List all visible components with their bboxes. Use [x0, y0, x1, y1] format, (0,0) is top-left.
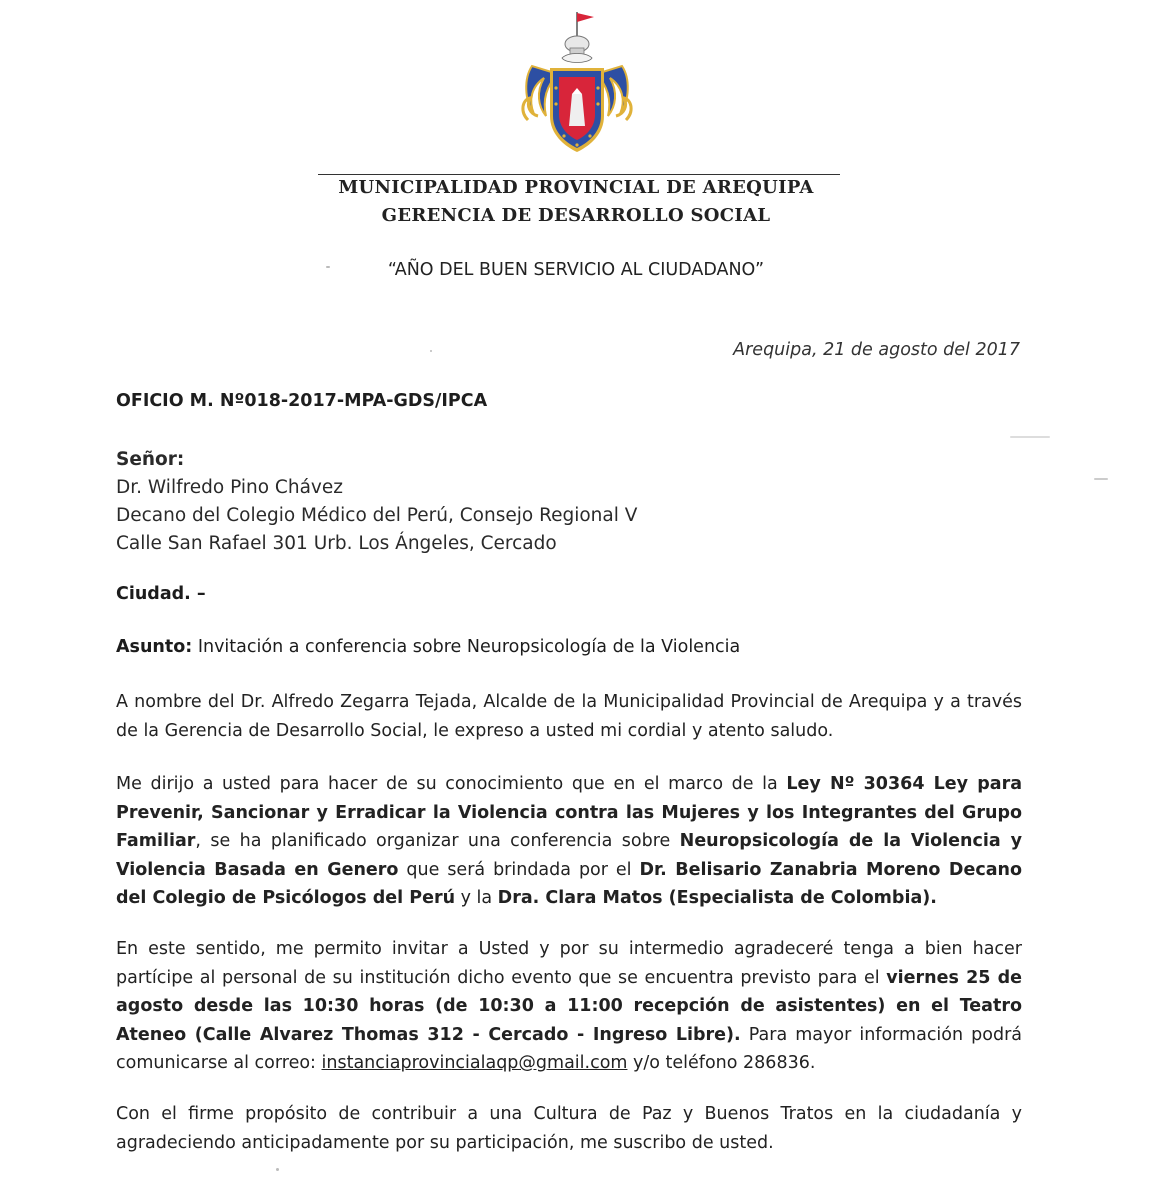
- paragraph-text: que será brindada por el: [398, 859, 640, 880]
- organization-name: MUNICIPALIDAD PROVINCIAL DE AREQUIPA: [338, 177, 814, 198]
- letter-date: Arequipa, 21 de agosto del 2017: [733, 340, 1020, 360]
- recipient-block: [116, 446, 637, 558]
- scan-speck: [326, 266, 330, 268]
- law-reference: Ley Nº 30364 Ley para Prevenir, Sancionar y Erradicar la Violencia contra las Mujeres y los Integrantes del Grupo Familiar: [116, 774, 1023, 851]
- city-line: Ciudad. –: [116, 584, 206, 604]
- year-motto: “AÑO DEL BUEN SERVICIO AL CIUDADANO”: [387, 260, 765, 280]
- subject-line: [116, 637, 740, 657]
- paragraph-text: Me dirijo a usted para hacer de su conocimiento que en el marco de la: [116, 774, 787, 794]
- body-paragraph-conference: [116, 770, 1022, 913]
- recipient-salutation: Señor:: [116, 449, 185, 470]
- recipient-title: Decano del Colegio Médico del Perú, Consejo Regional V: [116, 505, 638, 526]
- scan-speck: [430, 350, 432, 352]
- paragraph-text: A nombre del Dr. Alfredo Zegarra Tejada, Alcalde de la Municipalidad Provincial de Arequipa y a través de la Gerencia de Desarrollo Social, le expreso a usted mi cordial y atento saludo.: [116, 692, 1022, 741]
- scan-speck: [1094, 478, 1108, 480]
- header-divider: [318, 174, 840, 175]
- body-paragraph-greeting: [116, 688, 1022, 745]
- paragraph-text: , se ha planificado organizar una conferencia sobre: [195, 831, 680, 851]
- recipient-name: Dr. Wilfredo Pino Chávez: [116, 477, 343, 498]
- scan-speck: [276, 1168, 279, 1171]
- municipal-coat-of-arms-icon: [514, 8, 640, 160]
- contact-email-link[interactable]: instanciaprovincialaqp@gmail.com: [321, 1053, 628, 1073]
- paragraph-text: Con el firme propósito de contribuir a una Cultura de Paz y Buenos Tratos en la ciudadanía y agradeciendo anticipadamente por su participación, me suscribo de usted.: [116, 1104, 1022, 1153]
- department-name: GERENCIA DE DESARROLLO SOCIAL: [381, 205, 771, 226]
- document-reference: OFICIO M. Nº018-2017-MPA-GDS/IPCA: [116, 391, 488, 411]
- body-paragraph-closing: [116, 1100, 1022, 1157]
- body-paragraph-invitation: [116, 935, 1022, 1078]
- conference-topic: Neuropsicología de la Violencia y Violencia Basada en Genero: [116, 831, 1022, 880]
- subject-label: Asunto:: [116, 637, 193, 657]
- recipient-address: Calle San Rafael 301 Urb. Los Ángeles, Cercado: [116, 533, 557, 554]
- paragraph-text: y la: [455, 888, 498, 908]
- subject-text: Invitación a conferencia sobre Neuropsicología de la Violencia: [192, 637, 741, 657]
- paragraph-text: y/o teléfono 286836.: [627, 1053, 816, 1073]
- event-details: viernes 25 de agosto desde las 10:30 horas (de 10:30 a 11:00 recepción de asistentes) en el Teatro Ateneo (Calle Alvarez Thomas 312 - Cercado - Ingreso Libre).: [116, 967, 1022, 1045]
- scan-speck: [1010, 436, 1050, 438]
- speaker-secondary: Dra. Clara Matos (Especialista de Colombia).: [497, 888, 937, 908]
- paragraph-text: Para mayor información podrá comunicarse al correo:: [116, 1024, 1023, 1073]
- speaker-primary: Dr. Belisario Zanabria Moreno Decano del Colegio de Psicólogos del Perú: [116, 859, 1022, 908]
- paragraph-text: En este sentido, me permito invitar a Usted y por su intermedio agradeceré tenga a bien hacer partícipe al personal de su institución dicho evento que se encuentra previsto para el: [116, 939, 1022, 988]
